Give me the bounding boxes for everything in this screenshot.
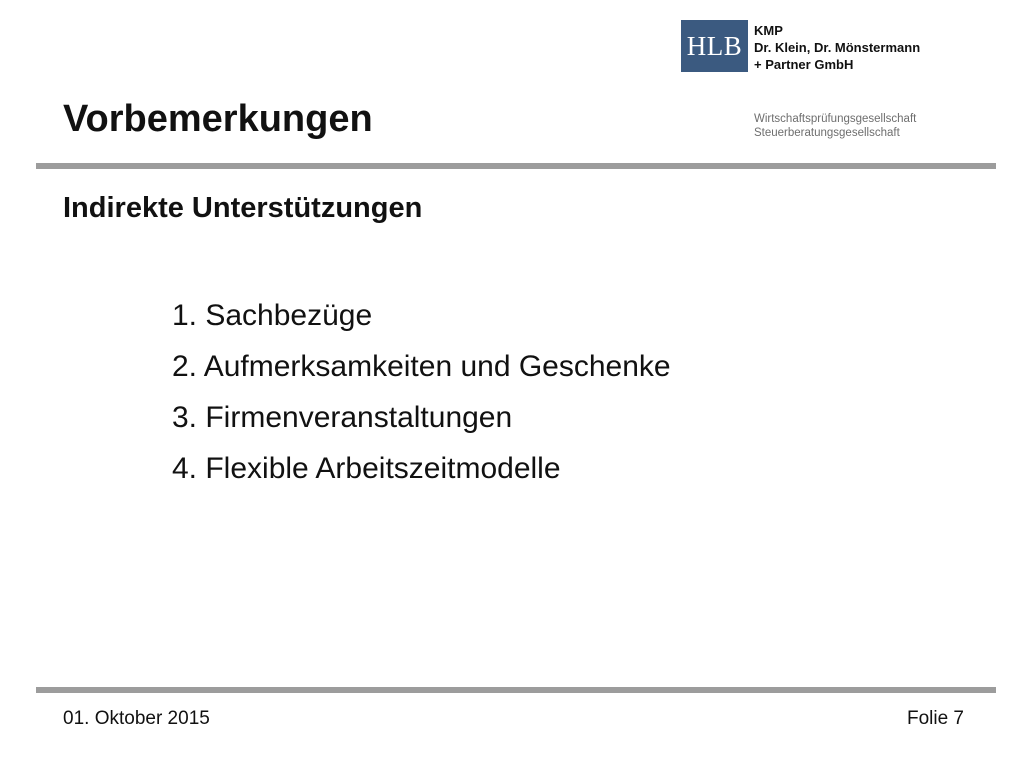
footer-divider (36, 687, 996, 693)
tagline-line-1: Wirtschaftsprüfungsgesellschaft (754, 113, 917, 125)
logo-text: HLB (686, 30, 743, 61)
company-line-1: KMP (754, 23, 783, 38)
list-item: 2. Aufmerksamkeiten und Geschenke (172, 350, 671, 383)
section-subtitle: Indirekte Unterstützungen (63, 192, 423, 224)
footer-date: 01. Oktober 2015 (63, 708, 210, 729)
company-name (754, 22, 920, 73)
company-tagline (754, 112, 916, 140)
tagline-line-2: Steuerberatungsgesellschaft (754, 127, 900, 139)
company-line-3: + Partner GmbH (754, 57, 854, 72)
hlb-logo (681, 20, 748, 72)
list-item: 1. Sachbezüge (172, 299, 373, 332)
company-line-2: Dr. Klein, Dr. Mönstermann (754, 40, 921, 55)
page-title: Vorbemerkungen (63, 98, 373, 140)
item-list (172, 290, 671, 494)
list-item: 4. Flexible Arbeitszeitmodelle (172, 452, 561, 485)
list-item: 3. Firmenveranstaltungen (172, 401, 513, 434)
header-divider (36, 163, 996, 169)
slide-number: Folie 7 (906, 708, 964, 729)
